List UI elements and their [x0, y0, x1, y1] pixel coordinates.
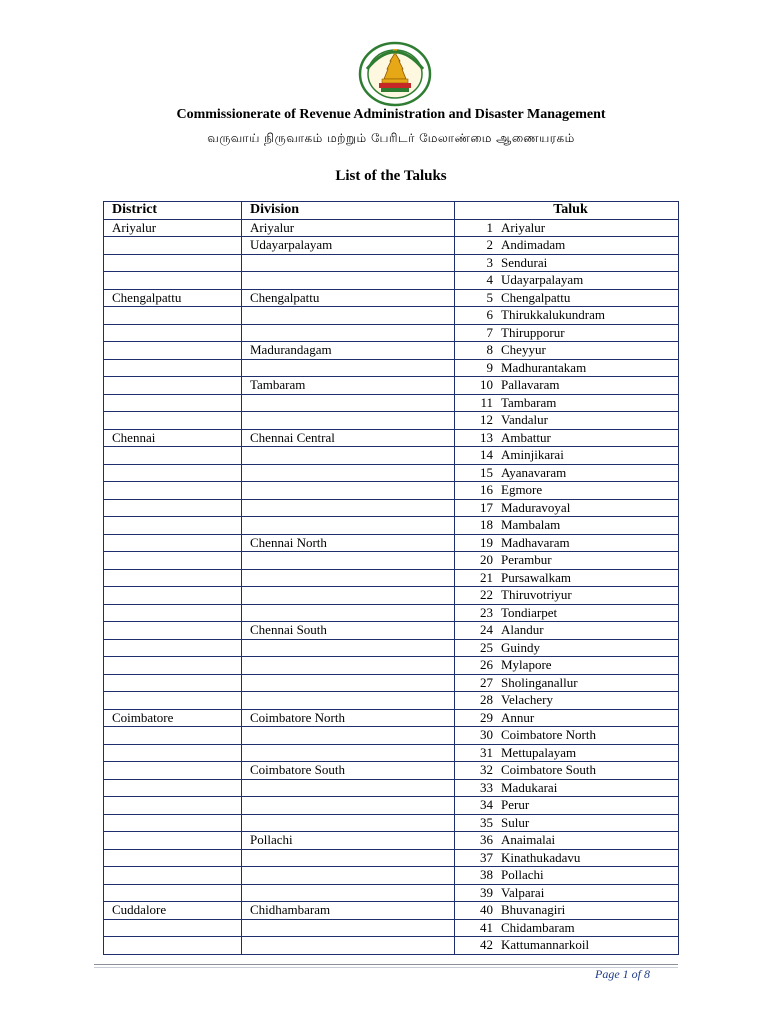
table-row: [104, 762, 679, 780]
district-cell: [104, 674, 242, 692]
taluk-number: 2: [486, 237, 493, 253]
taluk-cell: [455, 797, 679, 815]
taluk-number: 35: [480, 814, 493, 830]
table-row: [104, 657, 679, 675]
district-cell: Chennai: [104, 429, 242, 447]
taluk-name: Coimbatore North: [501, 727, 596, 743]
taluk-number: 9: [486, 359, 493, 375]
taluk-number: 42: [480, 937, 493, 953]
district-cell: [104, 552, 242, 570]
taluk-name: Pallavaram: [501, 377, 560, 393]
taluk-number: 31: [480, 744, 493, 760]
division-cell: [242, 919, 455, 937]
taluk-cell: [455, 499, 679, 517]
taluk-name: Sholinganallur: [501, 674, 578, 690]
taluk-name: Velachery: [501, 692, 553, 708]
taluk-cell: [455, 674, 679, 692]
taluk-name: Madhavaram: [501, 534, 570, 550]
district-cell: [104, 324, 242, 342]
taluk-cell: [455, 569, 679, 587]
division-cell: [242, 779, 455, 797]
district-cell: [104, 254, 242, 272]
table-row: [104, 342, 679, 360]
taluk-name: Sendurai: [501, 254, 548, 270]
division-cell: [242, 324, 455, 342]
district-cell: [104, 622, 242, 640]
table-row: [104, 482, 679, 500]
taluk-cell: [455, 429, 679, 447]
division-cell: [242, 482, 455, 500]
table-row: [104, 937, 679, 955]
column-header-district: District: [104, 202, 242, 220]
table-row: [104, 534, 679, 552]
taluk-cell: [455, 482, 679, 500]
table-row: [104, 622, 679, 640]
taluk-name: Aminjikarai: [501, 447, 564, 463]
list-title: List of the Taluks: [335, 168, 447, 184]
division-cell: Pollachi: [242, 832, 455, 850]
district-cell: [104, 919, 242, 937]
taluk-number: 40: [480, 902, 493, 918]
division-cell: [242, 849, 455, 867]
taluk-number: 24: [480, 622, 493, 638]
taluk-number: 5: [486, 289, 493, 305]
district-cell: [104, 832, 242, 850]
taluk-cell: [455, 622, 679, 640]
division-cell: [242, 674, 455, 692]
taluk-cell: [455, 604, 679, 622]
taluk-name: Chidambaram: [501, 919, 575, 935]
division-cell: [242, 587, 455, 605]
division-cell: Chidhambaram: [242, 902, 455, 920]
district-cell: [104, 447, 242, 465]
division-cell: [242, 867, 455, 885]
table-row: [104, 569, 679, 587]
taluk-cell: [455, 219, 679, 237]
division-cell: [242, 604, 455, 622]
taluk-name: Ayanavaram: [501, 464, 567, 480]
division-cell: Coimbatore North: [242, 709, 455, 727]
taluk-name: Kinathukadavu: [501, 849, 581, 865]
table-body: [104, 219, 679, 954]
taluk-number: 36: [480, 832, 493, 848]
division-cell: [242, 569, 455, 587]
taluk-cell: [455, 359, 679, 377]
taluk-number: 21: [480, 569, 493, 585]
table-row: [104, 429, 679, 447]
district-cell: [104, 937, 242, 955]
taluk-name: Valparai: [501, 884, 545, 900]
taluk-name: Annur: [501, 709, 535, 725]
taluk-number: 27: [480, 674, 493, 690]
taluk-number: 10: [480, 377, 493, 393]
taluk-cell: [455, 254, 679, 272]
table-row: [104, 814, 679, 832]
taluk-cell: [455, 849, 679, 867]
division-cell: [242, 394, 455, 412]
taluk-number: 33: [480, 779, 493, 795]
division-cell: [242, 639, 455, 657]
district-cell: Coimbatore: [104, 709, 242, 727]
taluk-cell: [455, 237, 679, 255]
district-cell: [104, 744, 242, 762]
division-cell: [242, 499, 455, 517]
taluk-name: Bhuvanagiri: [501, 902, 566, 918]
taluk-cell: [455, 447, 679, 465]
taluk-name: Mettupalayam: [501, 744, 577, 760]
table-row: [104, 517, 679, 535]
page-number: Page 1 of 8: [595, 967, 650, 981]
taluk-cell: [455, 692, 679, 710]
division-cell: Tambaram: [242, 377, 455, 395]
taluk-name: Tondiarpet: [501, 604, 558, 620]
table-row: [104, 289, 679, 307]
taluk-name: Vandalur: [501, 412, 548, 428]
taluk-name: Coimbatore South: [501, 762, 596, 778]
taluk-cell: [455, 884, 679, 902]
table-row: [104, 692, 679, 710]
district-cell: [104, 482, 242, 500]
division-cell: Chennai South: [242, 622, 455, 640]
district-cell: [104, 464, 242, 482]
taluk-cell: [455, 814, 679, 832]
district-cell: [104, 534, 242, 552]
column-header-taluk: Taluk: [455, 202, 679, 220]
division-cell: [242, 552, 455, 570]
taluk-number: 38: [480, 867, 493, 883]
division-cell: [242, 692, 455, 710]
division-cell: [242, 937, 455, 955]
district-cell: [104, 412, 242, 430]
taluk-name: Kattumannarkoil: [501, 937, 590, 953]
table-row: [104, 727, 679, 745]
taluk-name: Mambalam: [501, 517, 561, 533]
table-row: [104, 412, 679, 430]
table-row: [104, 237, 679, 255]
taluk-cell: [455, 342, 679, 360]
taluk-number: 12: [480, 412, 493, 428]
column-header-division: Division: [242, 202, 455, 220]
division-cell: [242, 447, 455, 465]
division-cell: Madurandagam: [242, 342, 455, 360]
district-cell: [104, 849, 242, 867]
taluk-number: 25: [480, 639, 493, 655]
taluk-number: 6: [486, 307, 493, 323]
district-cell: Cuddalore: [104, 902, 242, 920]
table-row: [104, 779, 679, 797]
district-cell: Ariyalur: [104, 219, 242, 237]
taluk-number: 34: [480, 797, 493, 813]
taluk-name: Madhurantakam: [501, 359, 587, 375]
taluk-name: Udayarpalayam: [501, 272, 584, 288]
taluk-cell: [455, 744, 679, 762]
division-cell: [242, 254, 455, 272]
district-cell: [104, 307, 242, 325]
taluk-number: 1: [486, 219, 493, 235]
taluk-name: Ambattur: [501, 429, 551, 445]
division-cell: Chennai Central: [242, 429, 455, 447]
table-row: [104, 832, 679, 850]
taluk-name: Madukarai: [501, 779, 558, 795]
table-row: [104, 552, 679, 570]
table-row: [104, 272, 679, 290]
table-row: [104, 744, 679, 762]
taluk-cell: [455, 324, 679, 342]
table-row: [104, 587, 679, 605]
division-cell: [242, 814, 455, 832]
division-cell: Coimbatore South: [242, 762, 455, 780]
taluk-cell: [455, 779, 679, 797]
district-cell: [104, 587, 242, 605]
table-row: [104, 674, 679, 692]
taluk-number: 14: [480, 447, 493, 463]
table-row: [104, 849, 679, 867]
division-cell: [242, 412, 455, 430]
district-cell: [104, 639, 242, 657]
taluk-cell: [455, 727, 679, 745]
district-cell: [104, 604, 242, 622]
district-cell: [104, 237, 242, 255]
table-row: [104, 639, 679, 657]
division-cell: [242, 744, 455, 762]
table-row: [104, 867, 679, 885]
district-cell: Chengalpattu: [104, 289, 242, 307]
taluk-cell: [455, 902, 679, 920]
division-cell: Chengalpattu: [242, 289, 455, 307]
taluk-number: 23: [480, 604, 493, 620]
taluk-cell: [455, 272, 679, 290]
division-cell: Udayarpalayam: [242, 237, 455, 255]
taluk-name: Thirukkalukundram: [501, 307, 605, 323]
taluk-number: 17: [480, 499, 493, 515]
taluk-name: Perur: [501, 797, 530, 813]
taluk-number: 3: [486, 254, 493, 270]
taluk-cell: [455, 867, 679, 885]
taluk-name: Guindy: [501, 639, 540, 655]
taluk-name: Thirupporur: [501, 324, 565, 340]
district-cell: [104, 657, 242, 675]
district-cell: [104, 867, 242, 885]
taluk-cell: [455, 657, 679, 675]
district-cell: [104, 499, 242, 517]
district-cell: [104, 359, 242, 377]
taluk-cell: [455, 289, 679, 307]
taluk-cell: [455, 832, 679, 850]
taluk-name: Cheyyur: [501, 342, 546, 358]
table-row: [104, 884, 679, 902]
district-cell: [104, 692, 242, 710]
table-row: [104, 219, 679, 237]
table-row: [104, 254, 679, 272]
division-cell: [242, 272, 455, 290]
footer-divider: [94, 964, 678, 965]
taluk-number: 16: [480, 482, 493, 498]
taluk-cell: [455, 534, 679, 552]
table-row: [104, 394, 679, 412]
district-cell: [104, 814, 242, 832]
taluk-cell: [455, 464, 679, 482]
taluk-number: 41: [480, 919, 493, 935]
district-cell: [104, 342, 242, 360]
division-cell: [242, 657, 455, 675]
taluk-name: Egmore: [501, 482, 543, 498]
division-cell: [242, 727, 455, 745]
table-row: [104, 447, 679, 465]
taluk-name: Ariyalur: [501, 219, 546, 235]
table-header-row: [104, 202, 679, 220]
table-row: [104, 797, 679, 815]
taluk-number: 32: [480, 762, 493, 778]
taluk-cell: [455, 394, 679, 412]
district-cell: [104, 377, 242, 395]
taluk-name: Perambur: [501, 552, 552, 568]
district-cell: [104, 797, 242, 815]
district-cell: [104, 779, 242, 797]
table-row: [104, 919, 679, 937]
taluk-number: 39: [480, 884, 493, 900]
division-cell: [242, 797, 455, 815]
table-row: [104, 902, 679, 920]
taluk-number: 37: [480, 849, 493, 865]
table-row: [104, 324, 679, 342]
taluk-number: 15: [480, 464, 493, 480]
taluk-name: Chengalpattu: [501, 289, 571, 305]
table-row: [104, 307, 679, 325]
division-cell: [242, 517, 455, 535]
table-row: [104, 377, 679, 395]
district-cell: [104, 884, 242, 902]
taluk-cell: [455, 919, 679, 937]
district-cell: [104, 727, 242, 745]
taluk-cell: [455, 709, 679, 727]
taluk-number: 30: [480, 727, 493, 743]
organization-title: Commissionerate of Revenue Administration and Disaster Management: [176, 107, 606, 122]
organization-title-tamil: வருவாய் நிருவாகம் மற்றும் பேரிடர் மேலாண்மை ஆணையரகம்: [207, 131, 575, 145]
table-row: [104, 359, 679, 377]
table-row: [104, 604, 679, 622]
district-cell: [104, 272, 242, 290]
table-row: [104, 499, 679, 517]
taluk-name: Pursawalkam: [501, 569, 572, 585]
district-cell: [104, 394, 242, 412]
taluk-cell: [455, 552, 679, 570]
taluk-number: 7: [486, 324, 493, 340]
district-cell: [104, 762, 242, 780]
taluk-name: Maduravoyal: [501, 499, 571, 515]
division-cell: [242, 307, 455, 325]
district-cell: [104, 569, 242, 587]
taluk-name: Mylapore: [501, 657, 552, 673]
taluk-number: 20: [480, 552, 493, 568]
division-cell: Chennai North: [242, 534, 455, 552]
taluk-cell: [455, 587, 679, 605]
division-cell: [242, 464, 455, 482]
tamil-nadu-emblem-icon: [357, 41, 433, 107]
taluk-cell: [455, 412, 679, 430]
taluk-table: [103, 201, 679, 955]
taluk-cell: [455, 377, 679, 395]
district-cell: [104, 517, 242, 535]
taluk-name: Andimadam: [501, 237, 566, 253]
division-cell: [242, 884, 455, 902]
taluk-name: Alandur: [501, 622, 544, 638]
taluk-cell: [455, 307, 679, 325]
division-cell: [242, 359, 455, 377]
taluk-name: Thiruvotriyur: [501, 587, 572, 603]
taluk-number: 11: [480, 394, 493, 410]
taluk-number: 29: [480, 709, 493, 725]
table-row: [104, 464, 679, 482]
taluk-number: 18: [480, 517, 493, 533]
taluk-name: Pollachi: [501, 867, 544, 883]
taluk-number: 28: [480, 692, 493, 708]
taluk-number: 13: [480, 429, 493, 445]
table-row: [104, 709, 679, 727]
taluk-number: 26: [480, 657, 493, 673]
taluk-number: 4: [486, 272, 493, 288]
taluk-name: Sulur: [501, 814, 530, 830]
taluk-cell: [455, 937, 679, 955]
taluk-name: Tambaram: [501, 394, 557, 410]
taluk-number: 8: [486, 342, 493, 358]
taluk-cell: [455, 517, 679, 535]
taluk-cell: [455, 639, 679, 657]
taluk-cell: [455, 762, 679, 780]
division-cell: Ariyalur: [242, 219, 455, 237]
taluk-name: Anaimalai: [501, 832, 556, 848]
taluk-number: 19: [480, 534, 493, 550]
taluk-number: 22: [480, 587, 493, 603]
